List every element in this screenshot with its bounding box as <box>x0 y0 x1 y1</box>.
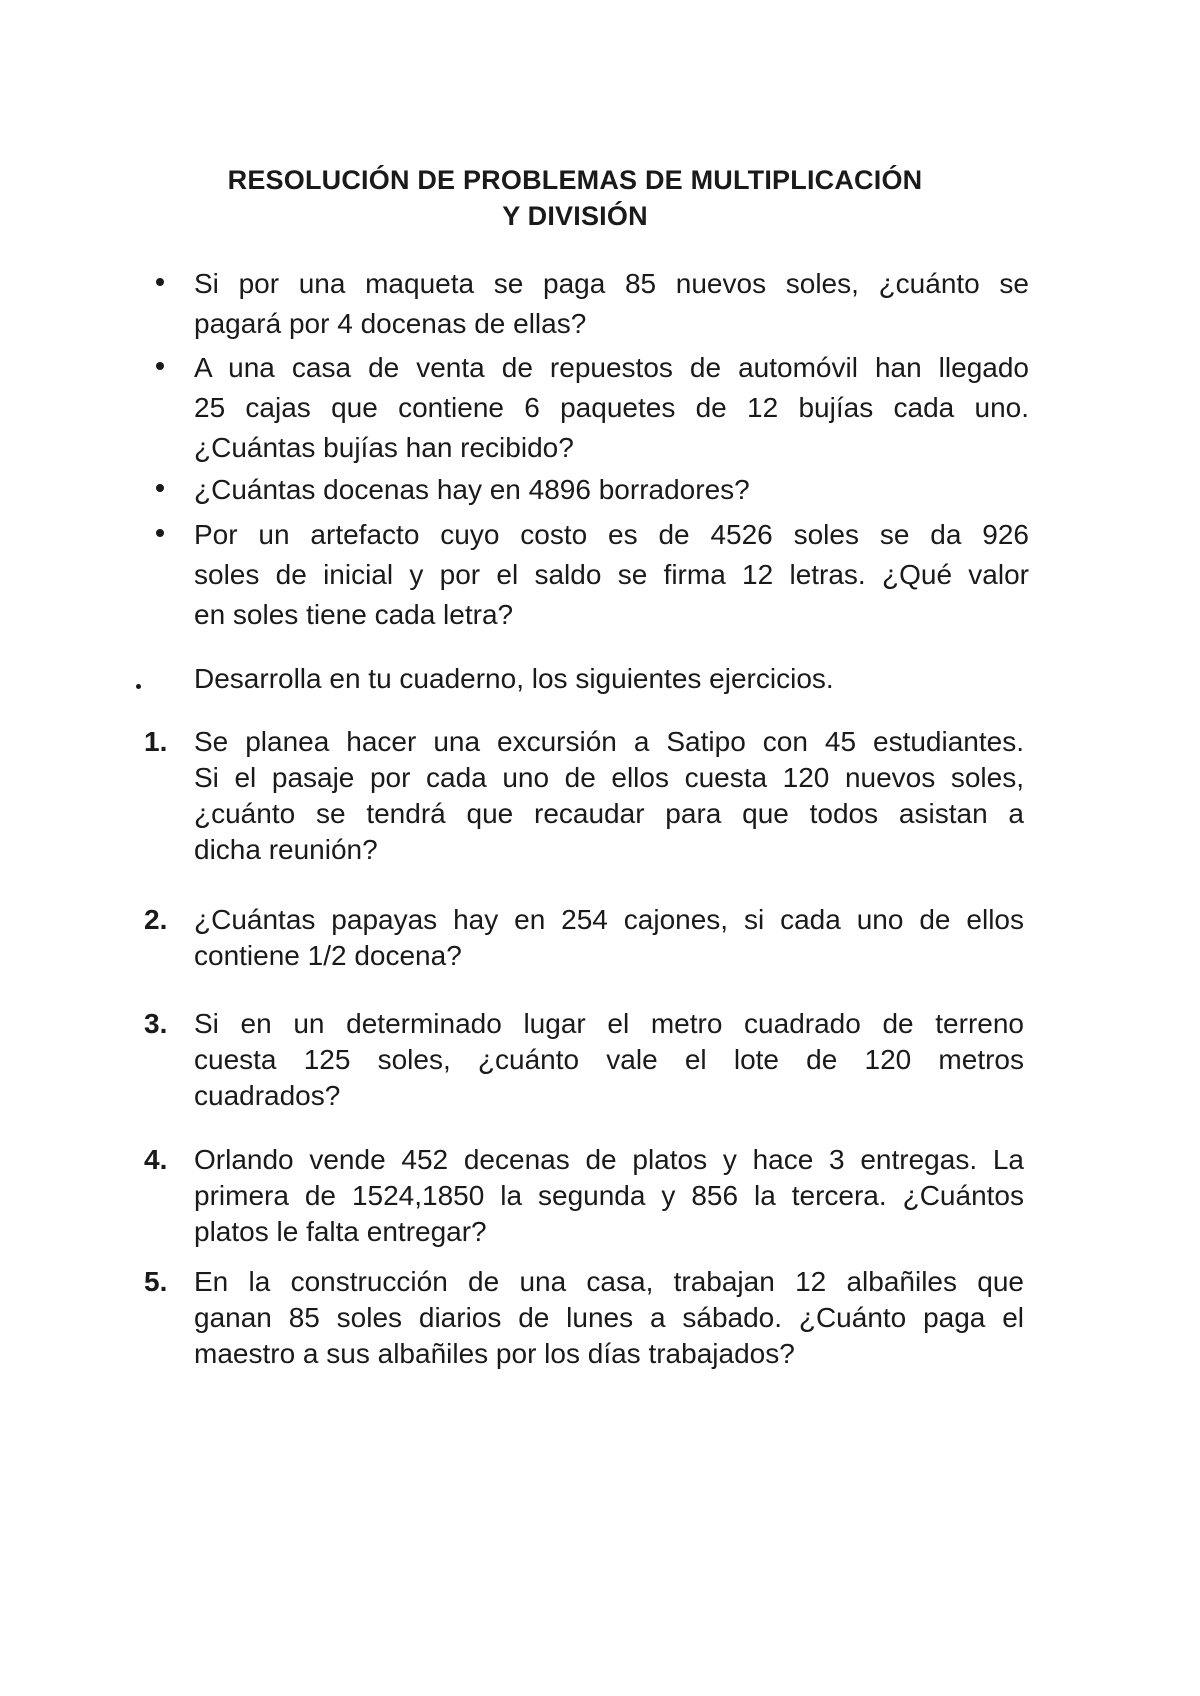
text-line: platos le falta entregar? <box>194 1216 487 1247</box>
text-line: ¿Cuántas papayas hay en 254 cajones, si cada uno de ellos <box>194 904 1024 935</box>
problem-number: 5. <box>144 1266 168 1297</box>
text-line: ¿Cuántas bujías han recibido? <box>194 432 574 463</box>
problem-number: 4. <box>144 1144 168 1175</box>
text-line: dicha reunión? <box>194 834 378 865</box>
text-line: cuadrados? <box>194 1080 341 1111</box>
title-line-2: Y DIVISIÓN <box>502 201 648 231</box>
text-line: ¿cuánto se tendrá que recaudar para que todos asistan a <box>194 798 1024 829</box>
text-line: ganan 85 soles diarios de lunes a sábado. ¿Cuánto paga el <box>194 1302 1024 1333</box>
problem-number: 1. <box>144 726 168 757</box>
problem-number: 2. <box>144 904 168 935</box>
bullet-dot <box>156 529 164 537</box>
title-line-1: RESOLUCIÓN DE PROBLEMAS DE MULTIPLICACIÓN <box>227 165 923 195</box>
text-line: Si en un determinado lugar el metro cuadrado de terreno <box>194 1008 1024 1039</box>
bullet-dot <box>156 362 164 370</box>
text-line: soles de inicial y por el saldo se firma 12 letras. ¿Qué valor <box>194 559 1029 590</box>
text-line: A una casa de venta de repuestos de automóvil han llegado <box>194 352 1029 383</box>
text-line: Se planea hacer una excursión a Satipo con 45 estudiantes. <box>194 726 1024 757</box>
text-line: 25 cajas que contiene 6 paquetes de 12 bujías cada uno. <box>194 392 1029 423</box>
text-line: Si por una maqueta se paga 85 nuevos soles, ¿cuánto se <box>194 268 1029 299</box>
text-line: maestro a sus albañiles por los días trabajados? <box>194 1338 795 1369</box>
text-line: en soles tiene cada letra? <box>194 599 514 630</box>
text-line: contiene 1/2 docena? <box>194 940 462 971</box>
text-line: En la construcción de una casa, trabajan 12 albañiles que <box>194 1266 1024 1297</box>
text-line: Si el pasaje por cada uno de ellos cuesta 120 nuevos soles, <box>194 762 1024 793</box>
bullet-dot <box>136 684 141 689</box>
instruction-text: Desarrolla en tu cuaderno, los siguientes ejercicios. <box>194 663 834 694</box>
text-line: Orlando vende 452 decenas de platos y hace 3 entregas. La <box>194 1144 1024 1175</box>
bullet-dot <box>156 278 164 286</box>
text-line: Por un artefacto cuyo costo es de 4526 soles se da 926 <box>194 519 1029 550</box>
text-line: primera de 1524,1850 la segunda y 856 la tercera. ¿Cuántos <box>194 1180 1024 1211</box>
bullet-dot <box>156 484 164 492</box>
problem-number: 3. <box>144 1008 168 1039</box>
text-line: cuesta 125 soles, ¿cuánto vale el lote de 120 metros <box>194 1044 1024 1075</box>
text-line: pagará por 4 docenas de ellas? <box>194 308 587 339</box>
text-line: ¿Cuántas docenas hay en 4896 borradores? <box>194 474 750 505</box>
